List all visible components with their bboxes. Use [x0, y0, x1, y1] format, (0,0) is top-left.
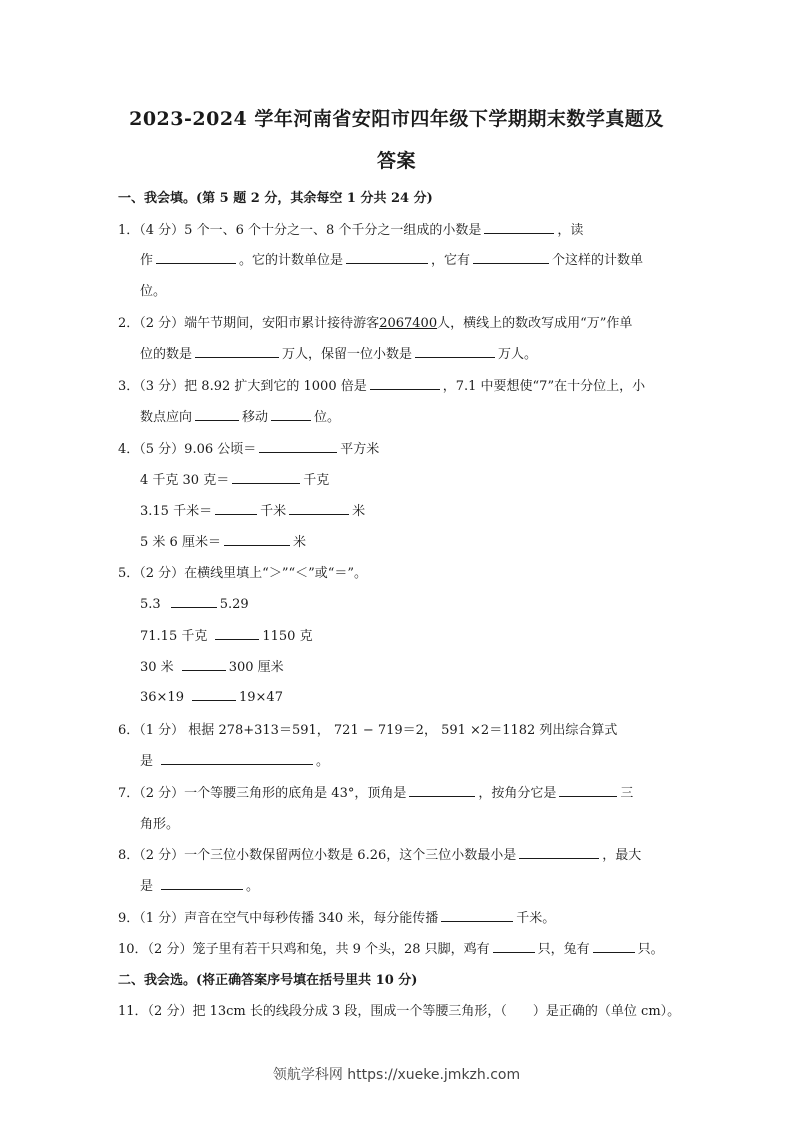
underlined-number: 2067400	[379, 316, 438, 331]
q2-text-c: 位的数是	[140, 347, 193, 362]
q4-text-e: 3.15 千米＝	[140, 504, 213, 519]
q10-text-c: 只。	[637, 942, 664, 957]
q2-text-d: 万人，保留一位小数是	[282, 347, 413, 362]
answer-blank[interactable]	[289, 501, 349, 515]
question-10-line1	[118, 938, 664, 957]
section-heading-choose: 二、我会选。(将正确答案序号填在括号里共 10 分)	[118, 973, 418, 988]
compare-blank[interactable]	[215, 626, 259, 640]
q8-text-b: ，最大	[602, 848, 642, 863]
question-2-line1	[118, 312, 632, 331]
question-7-line2: 角形。	[140, 817, 180, 832]
q4-text-g: 米	[352, 504, 366, 519]
question-3-line2	[140, 406, 340, 425]
q3-text-d: 移动	[242, 410, 269, 425]
q4-text-i: 米	[292, 535, 306, 550]
question-7-line1	[118, 782, 633, 801]
q6-text-b: 是	[140, 754, 154, 769]
question-5-row2	[140, 625, 313, 644]
q5-right: 19×47	[238, 690, 283, 705]
q3-text-b: ，7.1 中要想使“7”在十分位上，小	[442, 379, 646, 394]
q4-text-h: 5 米 6 厘米＝	[140, 535, 221, 550]
q5-left: 36×19	[140, 690, 184, 705]
q5-left: 71.15 千克	[140, 629, 208, 644]
q4-text-c: 4 千克 30 克＝	[140, 473, 230, 488]
compare-blank[interactable]	[192, 687, 236, 701]
q3-text-c: 数点应向	[140, 410, 193, 425]
q6-text-c: 。	[316, 754, 330, 769]
answer-blank[interactable]	[519, 845, 599, 859]
q5-left: 30 米	[140, 660, 174, 675]
q8-text-c: 是	[140, 879, 154, 894]
q10-text-b: 只，兔有	[537, 942, 590, 957]
question-4-line2	[140, 469, 329, 488]
answer-blank[interactable]	[415, 344, 495, 358]
question-8-line1	[118, 844, 641, 863]
q1-text-a: 1．（4 分）5 个一、6 个十分之一、8 个千分之一组成的小数是	[118, 223, 482, 238]
q7-text-c: 三	[620, 786, 634, 801]
answer-blank[interactable]	[473, 250, 549, 264]
question-1-line3: 位。	[140, 284, 167, 299]
answer-blank[interactable]	[484, 220, 554, 234]
answer-blank[interactable]	[259, 439, 337, 453]
question-2-line2	[140, 343, 537, 362]
q7-text-b: ，按角分它是	[478, 786, 557, 801]
document-title-line1: 2023-2024 学年河南省安阳市四年级下学期期末数学真题及	[129, 108, 664, 130]
question-4-line1	[118, 438, 379, 457]
q1-text-d: 。它的计数单位是	[239, 253, 344, 268]
answer-blank[interactable]	[195, 407, 239, 421]
question-6-line2	[140, 750, 329, 769]
question-3-line1	[118, 375, 645, 394]
q2-text-e: 万人。	[498, 347, 538, 362]
q4-text-b: 平方米	[340, 442, 380, 457]
answer-blank[interactable]	[493, 939, 535, 953]
q8-text-d: 。	[246, 879, 260, 894]
question-5-row3	[140, 656, 284, 675]
question-4-line4	[140, 531, 306, 550]
footer-watermark: 领航学科网 https://xueke.jmkzh.com	[272, 1067, 521, 1083]
q3-text-e: 位。	[314, 410, 341, 425]
section-heading-fill: 一、我会填。(第 5 题 2 分，其余每空 1 分共 24 分)	[118, 191, 433, 206]
q9-text-a: 9．（1 分）声音在空气中每秒传播 340 米，每分能传播	[118, 911, 439, 926]
q4-text-a: 4．（5 分）9.06 公顷＝	[118, 442, 257, 457]
answer-blank[interactable]	[593, 939, 635, 953]
q10-text-a: 10．（2 分）笼子里有若干只鸡和兔，共 9 个头，28 只脚，鸡有	[118, 942, 490, 957]
question-5-row4	[140, 687, 283, 705]
q1-text-b: ，读	[557, 223, 584, 238]
q7-text-a: 7．（2 分）一个等腰三角形的底角是 43°，顶角是	[118, 786, 407, 801]
answer-blank[interactable]	[161, 751, 313, 765]
q9-text-b: 千米。	[516, 911, 556, 926]
question-9-line1	[118, 907, 555, 926]
q4-text-f: 千米	[260, 504, 287, 519]
q2-text-a: 2．（2 分）端午节期间，安阳市累计接待游客	[118, 316, 380, 331]
answer-blank[interactable]	[215, 501, 257, 515]
answer-blank[interactable]	[161, 876, 243, 890]
q1-text-e: ，它有	[431, 253, 471, 268]
answer-blank[interactable]	[346, 250, 428, 264]
compare-blank[interactable]	[182, 657, 226, 671]
q2-text-b: 人，横线上的数改写成用“万”作单	[437, 316, 633, 331]
q5-left: 5.3	[140, 597, 161, 612]
answer-blank[interactable]	[195, 344, 279, 358]
q5-right: 5.29	[219, 597, 249, 612]
answer-blank[interactable]	[370, 376, 440, 390]
question-6-line1: 6．（1 分） 根据 278+313＝591， 721 − 719＝2， 591 ×2＝1182 列出综合算式	[118, 723, 618, 738]
answer-blank[interactable]	[156, 250, 236, 264]
q8-text-a: 8．（2 分）一个三位小数保留两位小数是 6.26，这个三位小数最小是	[118, 848, 517, 863]
answer-blank[interactable]	[271, 407, 311, 421]
answer-blank[interactable]	[441, 908, 513, 922]
answer-blank[interactable]	[559, 783, 617, 797]
q5-right: 1150 克	[262, 629, 313, 644]
question-1-line1	[118, 219, 583, 238]
document-title-line2: 答案	[376, 150, 416, 172]
question-8-line2	[140, 875, 259, 894]
compare-blank[interactable]	[171, 594, 217, 608]
q1-text-c: 作	[140, 253, 154, 268]
question-5-line1: 5．（2 分）在横线里填上“＞”“＜”或“＝”。	[118, 566, 368, 581]
question-1-line2	[140, 249, 643, 268]
question-11-line1	[118, 1000, 680, 1019]
answer-blank[interactable]	[224, 532, 290, 546]
q1-text-f: 个这样的计数单	[552, 253, 644, 268]
q4-text-d: 千克	[303, 473, 330, 488]
answer-blank[interactable]	[232, 470, 300, 484]
answer-blank[interactable]	[409, 783, 475, 797]
q3-text-a: 3．（3 分）把 8.92 扩大到它的 1000 倍是	[118, 379, 367, 394]
question-5-row1	[140, 594, 249, 612]
q11-text-b: ）是正确的（单位 cm）。	[532, 1004, 681, 1019]
q11-text-a: 11．（2 分）把 13cm 长的线段分成 3 段，围成一个等腰三角形，（	[118, 1004, 507, 1019]
q5-right: 300 厘米	[228, 660, 284, 675]
question-4-line3	[140, 500, 365, 519]
